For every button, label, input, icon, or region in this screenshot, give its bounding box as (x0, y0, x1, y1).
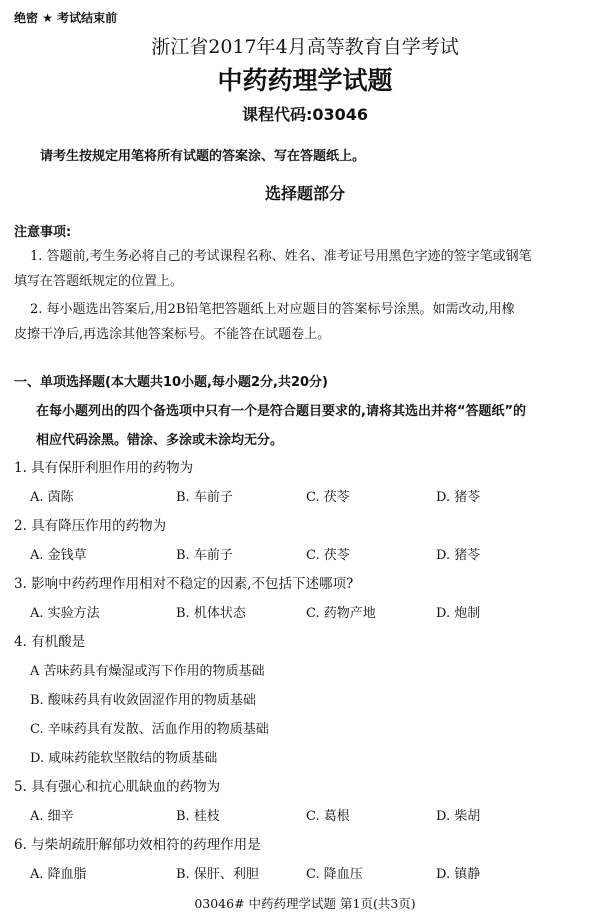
part1-desc-line-2: 相应代码涂黑。错涂、多涂或未涂均无分。 (36, 433, 284, 448)
question-3-option-a: A. 实验方法 (30, 606, 100, 621)
question-1-option-a: A. 茵陈 (30, 490, 74, 505)
question-4-option-b: B. 酸味药具有收敛固涩作用的物质基础 (30, 693, 256, 708)
course-code: 课程代码:03046 (241, 105, 369, 124)
question-4-stem: 4. 有机酸是 (14, 634, 86, 650)
answer-instruction: 请考生按规定用笔将所有试题的答案涂、写在答题纸上。 (40, 149, 366, 164)
question-2-option-a: A. 金钱草 (30, 548, 87, 563)
part1-desc-line-1: 在每小题列出的四个备选项中只有一个是符合题目要求的,请将其选出并将“答题纸”的 (36, 404, 527, 419)
notes-heading: 注意事项: (14, 225, 72, 240)
exam-title: 浙江省2017年4月高等教育自学考试 (151, 36, 459, 58)
question-3-option-c: C. 药物产地 (306, 606, 376, 621)
question-3-option-b: B. 机体状态 (176, 606, 246, 621)
part1-heading: 一、单项选择题(本大题共10小题,每小题2分,共20分) (14, 375, 328, 390)
question-2-option-d: D. 猪苓 (436, 548, 481, 563)
question-4-option-a: A 苦味药具有燥湿或泻下作用的物质基础 (30, 664, 265, 679)
question-6-stem: 6. 与柴胡疏肝解郁功效相符的药理作用是 (14, 837, 261, 853)
question-5-option-a: A. 细辛 (30, 809, 74, 824)
paper-title: 中药药理学试题 (217, 66, 393, 95)
question-5-option-d: D. 柴胡 (436, 809, 481, 824)
question-2-option-c: C. 茯苓 (306, 548, 350, 563)
question-4-option-c: C. 辛味药具有发散、活血作用的物质基础 (30, 722, 269, 737)
question-3-stem: 3. 影响中药药理作用相对不稳定的因素,不包括下述哪项? (14, 576, 354, 592)
question-3-option-d: D. 炮制 (436, 606, 481, 621)
question-6-option-d: D. 镇静 (436, 867, 481, 882)
section-heading: 选择题部分 (264, 184, 345, 203)
question-5-option-c: C. 葛根 (306, 809, 350, 824)
question-6-option-b: B. 保肝、利胆 (176, 867, 259, 882)
question-1-option-b: B. 车前子 (176, 490, 233, 505)
note-item-2-line-1: 2. 每小题选出答案后,用2B铅笔把答题纸上对应题目的答案标号涂黑。如需改动,用橡 (30, 302, 515, 317)
page-footer: 03046# 中药药理学试题 第1页(共3页) (194, 896, 416, 911)
question-2-stem: 2. 具有降压作用的药物为 (14, 518, 167, 534)
note-item-1-line-1: 1. 答题前,考生务必将自己的考试课程名称、姓名、准考证号用黑色字迹的签字笔或钢笔 (30, 249, 532, 264)
question-1-stem: 1. 具有保肝利胆作用的药物为 (14, 460, 194, 476)
question-2-option-b: B. 车前子 (176, 548, 233, 563)
question-6-option-c: C. 降血压 (306, 867, 363, 882)
question-4-option-d: D. 咸味药能软坚散结的物质基础 (30, 751, 218, 766)
question-6-option-a: A. 降血脂 (30, 867, 87, 882)
question-5-stem: 5. 具有强心和抗心肌缺血的药物为 (14, 779, 221, 795)
question-5-option-b: B. 桂枝 (176, 809, 220, 824)
question-1-option-d: D. 猪苓 (436, 490, 481, 505)
secret-label: 绝密 ★ 考试结束前 (14, 11, 118, 25)
question-1-option-c: C. 茯苓 (306, 490, 350, 505)
note-item-1-line-2: 填写在答题纸规定的位置上。 (14, 274, 184, 289)
note-item-2-line-2: 皮擦干净后,再选涂其他答案标号。不能答在试题卷上。 (14, 327, 331, 342)
